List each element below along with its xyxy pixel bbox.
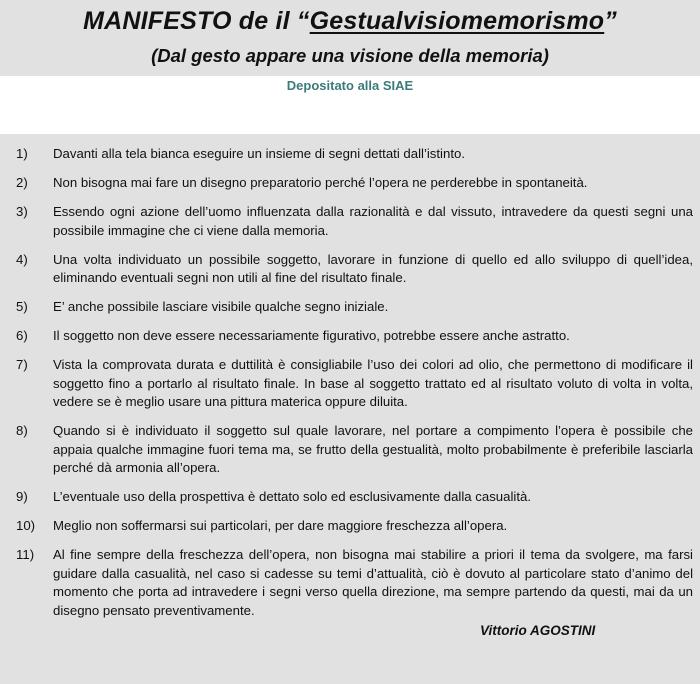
item-text: Quando si è individuato il soggetto sul quale lavorare, nel portare a compimento l’opera è possibile che appaia qualche immagine fuori tema ma, se frutto della gestualità, molto probabilmente è preferibile lasciarla perché dà armonia all’opera.: [53, 423, 693, 475]
list-item: [0, 174, 700, 193]
item-number: 10): [16, 518, 36, 533]
item-number: 3): [16, 204, 28, 219]
item-number: 2): [16, 175, 28, 190]
item-number: 9): [16, 489, 28, 504]
subtitle: (Dal gesto appare una visione della memoria): [151, 45, 549, 66]
deposit-note: Depositato alla SIAE: [286, 78, 414, 93]
list-item: [0, 356, 700, 412]
item-number: 1): [16, 146, 28, 161]
list-item: [0, 488, 700, 507]
item-text: Meglio non soffermarsi sui particolari, per dare maggiore freschezza all’opera.: [53, 518, 508, 533]
list-item: [0, 298, 700, 317]
item-text: E’ anche possibile lasciare visibile qualche segno iniziale.: [53, 299, 389, 314]
manifesto-list: [0, 145, 700, 631]
list-item: [0, 203, 700, 240]
item-text: Una volta individuato un possibile soggetto, lavorare in funzione di quello ed allo sviluppo di quell’idea, eliminando eventuali segni non utili al fine del risultato finale.: [53, 251, 693, 285]
title-suffix: ”: [604, 7, 617, 35]
title-movement-name: Gestualvisiomemorismo: [309, 7, 605, 35]
item-number: 7): [16, 357, 28, 372]
list-item: [0, 251, 700, 288]
page-title: [0, 5, 700, 37]
item-text: Davanti alla tela bianca eseguire un insieme di segni dettati dall’istinto.: [53, 146, 465, 161]
item-text: Al fine sempre della freschezza dell’opera, non bisogna mai stabilire a priori il tema da svolgere, ma farsi guidare dalla casualità, nel caso si cadesse su temi d’attualità, ciò è dovuto al particolare stato d’animo del momento che porta ad intravedere i segni verso quella direzione, ma sempre partendo da questi, mai da un disegno pensato preventivamente.: [53, 547, 693, 618]
item-number: 11): [16, 547, 35, 562]
item-text: Vista la comprovata durata e duttilità è consigliabile l’uso dei colori ad olio, che permettono di modificare il soggetto fino a portarlo al risultato finale. In base al soggetto trattato ed al risultato voluto di volta in volta, vedere se è meglio usare una pittura materica oppure diluita.: [53, 357, 693, 409]
list-item: [0, 422, 700, 478]
list-item: [0, 145, 700, 164]
item-text: Non bisogna mai fare un disegno preparatorio perché l’opera ne perderebbe in spontaneità.: [53, 175, 588, 190]
title-prefix: MANIFESTO de il “: [83, 7, 310, 35]
list-item: [0, 517, 700, 536]
author-signature: Vittorio AGOSTINI: [480, 623, 596, 638]
list-item: [0, 327, 700, 346]
item-text: L’eventuale uso della prospettiva è dettato solo ed esclusivamente dalla casualità.: [53, 489, 531, 504]
item-number: 5): [16, 299, 28, 314]
item-number: 4): [16, 251, 28, 267]
item-text: Il soggetto non deve essere necessariamente figurativo, potrebbe essere anche astratto.: [53, 328, 570, 343]
list-item: [0, 546, 700, 620]
item-number: 6): [16, 328, 28, 343]
item-number: 8): [16, 423, 28, 438]
item-text: Essendo ogni azione dell’uomo influenzata dalla razionalità e dal vissuto, intravedere da questi segni una possibile immagine che ci viene dalla memoria.: [53, 204, 693, 238]
